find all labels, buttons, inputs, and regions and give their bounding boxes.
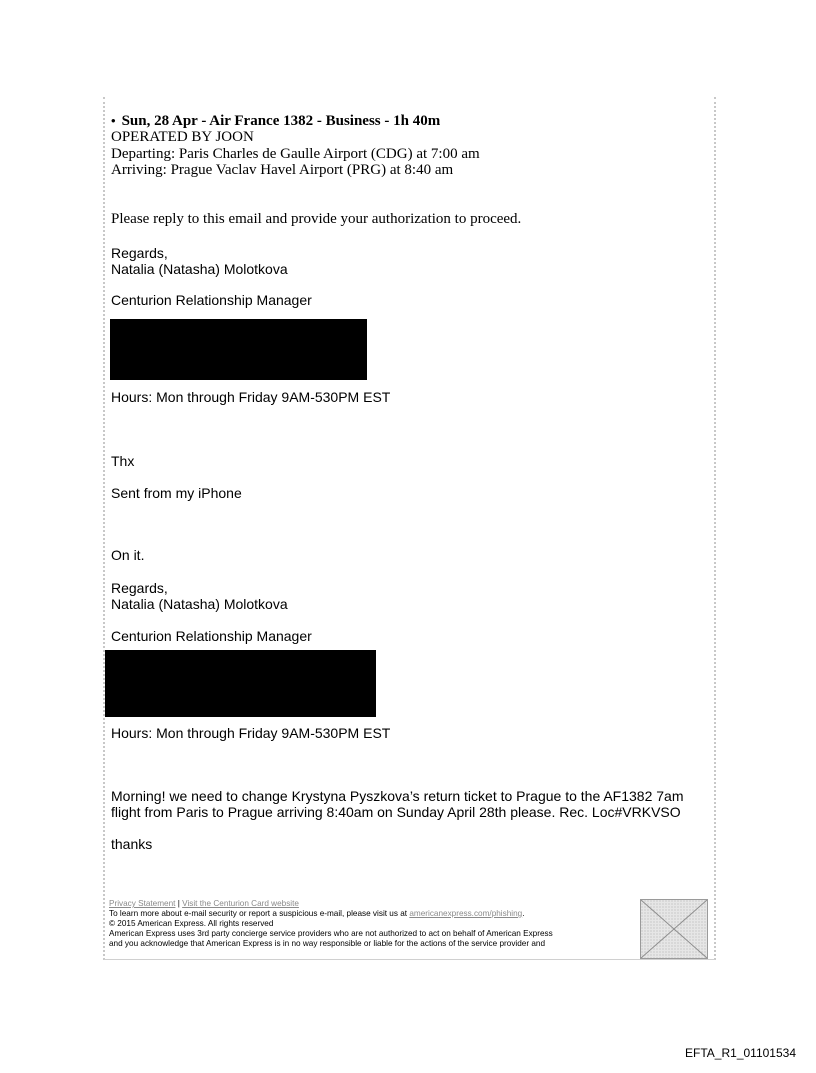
- security-text: To learn more about e-mail security or report a suspicious e-mail, please visit us at: [109, 909, 410, 918]
- arriving-line: Arriving: Prague Vaclav Havel Airport (PRG) at 8:40 am: [111, 162, 454, 178]
- document-id: EFTA_R1_01101534: [685, 1046, 796, 1060]
- message-body: Thx: [111, 453, 135, 469]
- privacy-statement-link[interactable]: Privacy Statement: [109, 899, 176, 908]
- signature-name: Natalia (Natasha) Molotkova: [111, 596, 288, 612]
- disclaimer-line: and you acknowledge that American Express is in no way responsible or liable for the actions of the service provider and: [109, 939, 545, 948]
- sent-from: Sent from my iPhone: [111, 485, 242, 501]
- flight-title-text: Sun, 28 Apr - Air France 1382 - Business - 1h 40m: [121, 113, 441, 129]
- bullet-icon: •: [111, 113, 116, 128]
- operated-by: OPERATED BY JOON: [111, 129, 254, 145]
- centurion-website-link[interactable]: Visit the Centurion Card website: [182, 899, 299, 908]
- reply-request: Please reply to this email and provide your authorization to proceed.: [111, 211, 522, 227]
- signature-role: Centurion Relationship Manager: [111, 628, 312, 644]
- redaction-box: [105, 650, 376, 717]
- signature-regards: Regards,: [111, 245, 168, 261]
- message-body: On it.: [111, 547, 145, 563]
- broken-image-icon: [640, 899, 708, 959]
- departing-line: Departing: Paris Charles de Gaulle Airport (CDG) at 7:00 am: [111, 146, 480, 162]
- redaction-box: [110, 319, 367, 380]
- image-placeholder-icon: [641, 900, 707, 958]
- message-line: flight from Paris to Prague arriving 8:40am on Sunday April 28th please. Rec. Loc#VRKVSO: [111, 804, 681, 820]
- flight-title: [111, 113, 440, 130]
- signature-role: Centurion Relationship Manager: [111, 292, 312, 308]
- link-separator: |: [175, 899, 183, 908]
- signature-regards: Regards,: [111, 580, 168, 596]
- period: .: [522, 909, 525, 918]
- phishing-link[interactable]: americanexpress.com/phishing: [409, 909, 523, 918]
- disclaimer-line: American Express uses 3rd party concierge service providers who are not authorized to act on behalf of American Express: [109, 929, 553, 938]
- signature-hours: Hours: Mon through Friday 9AM-530PM EST: [111, 725, 391, 741]
- message-line: Morning! we need to change Krystyna Pyszkova’s return ticket to Prague to the AF1382 7am: [111, 788, 684, 804]
- email-footer: [109, 899, 639, 949]
- signature-name: Natalia (Natasha) Molotkova: [111, 261, 288, 277]
- copyright: © 2015 American Express. All rights reserved: [109, 919, 274, 928]
- signature-hours: Hours: Mon through Friday 9AM-530PM EST: [111, 389, 391, 405]
- message-closing: thanks: [111, 836, 153, 852]
